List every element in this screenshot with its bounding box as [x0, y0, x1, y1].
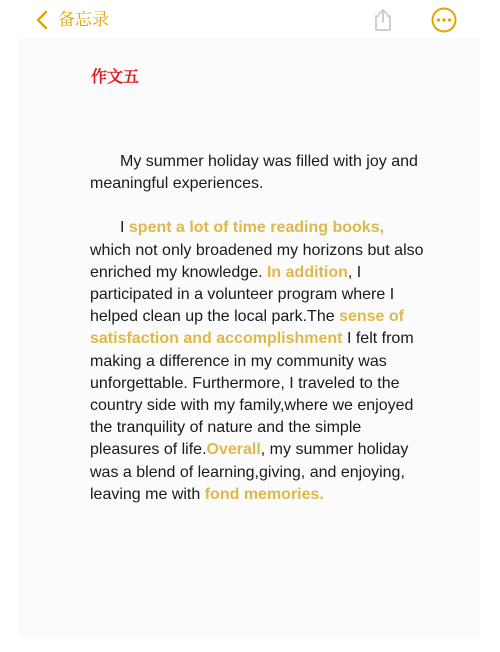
paragraph-1	[90, 151, 426, 195]
back-label: 备忘录	[58, 10, 109, 30]
text-run: which not only broadened my horizons but also enriched my knowledge.	[90, 241, 424, 281]
text-run: I	[120, 219, 129, 237]
top-bar	[0, 0, 500, 40]
note-body[interactable]	[90, 151, 426, 506]
more-icon[interactable]	[430, 6, 458, 34]
highlight-phrase: Overall	[206, 441, 261, 459]
note-title: 作文五	[91, 67, 140, 86]
paragraph-2	[90, 217, 426, 506]
highlight-phrase: sense of satisfaction and accomplishment	[90, 308, 404, 348]
highlight-phrase: In addition	[266, 263, 348, 281]
text-run: My summer holiday was filled with joy and meaningful experiences.	[90, 153, 418, 193]
highlight-phrase: spent a lot of time reading books,	[128, 219, 385, 237]
text-run: I felt from making a difference in my community was unforgettable. Furthermore, I traveled to the country side with my family,where we enjoyed the tranquility of nature and the simple pleasures of life.	[90, 330, 414, 459]
chevron-left-icon	[32, 8, 52, 32]
share-icon[interactable]	[370, 7, 396, 33]
text-run: , my summer holiday was a blend of learning,giving, and enjoying, leaving me with	[90, 441, 409, 503]
text-run: , I participated in a volunteer program where I helped clean up the local park.The	[90, 263, 395, 326]
highlight-phrase: fond memories.	[204, 485, 324, 503]
back-button[interactable]	[32, 8, 109, 32]
